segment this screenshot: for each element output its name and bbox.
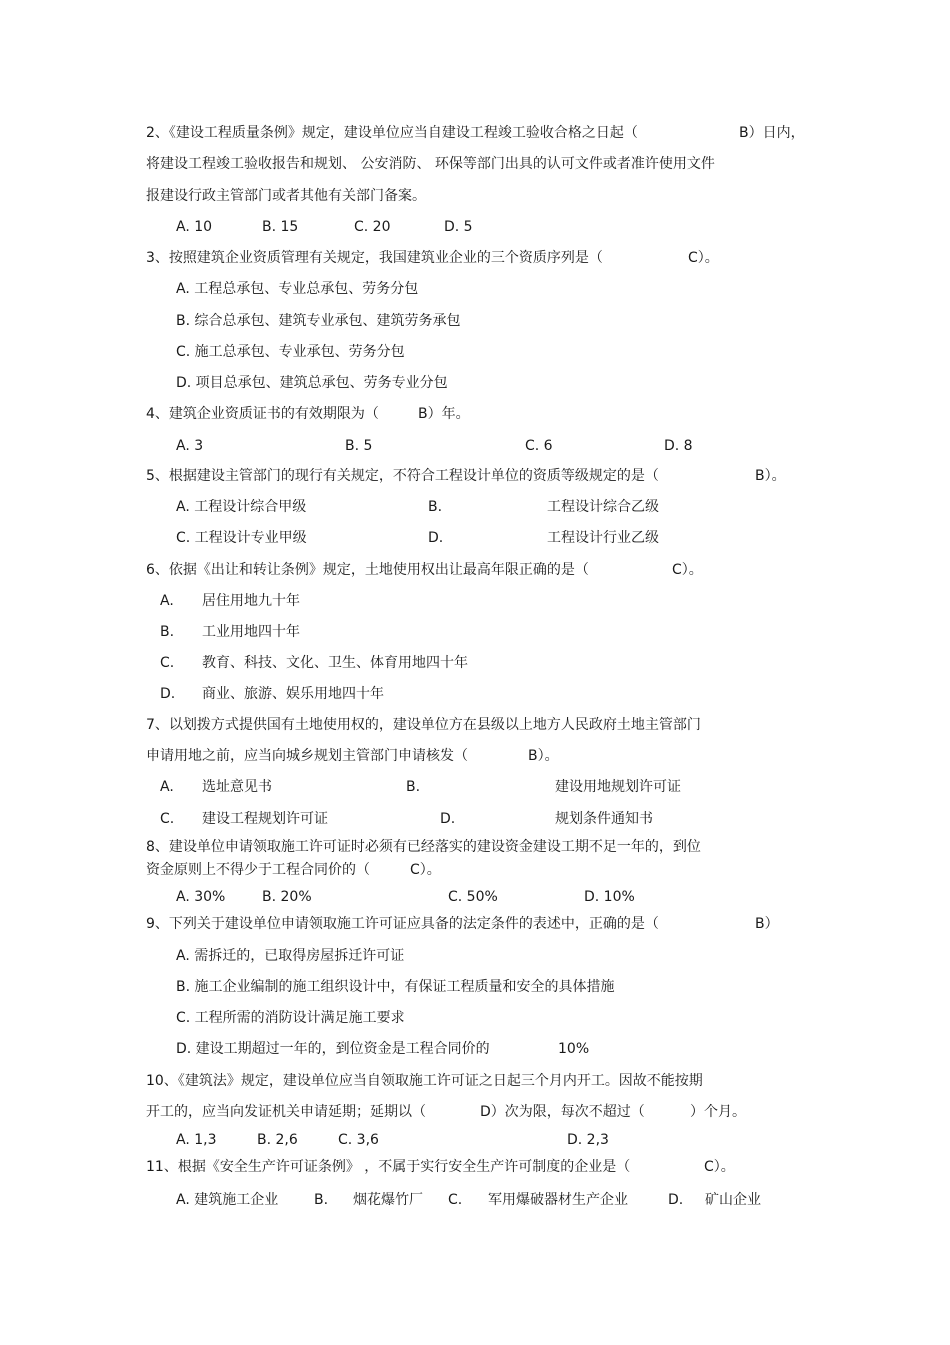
- q11-option-d-letter: D.: [668, 1192, 684, 1208]
- q11-option-a: A. 建筑施工企业: [176, 1192, 279, 1208]
- q4-option-d: D. 8: [664, 438, 693, 454]
- q7-option-d-text: 规划条件通知书: [555, 811, 653, 827]
- q9-option-b: B. 施工企业编制的施工组织设计中，有保证工程质量和安全的具体措施: [176, 979, 615, 995]
- q6-option-b-text: 工业用地四十年: [202, 624, 300, 640]
- q5-option-d-text: 工程设计行业乙级: [547, 530, 659, 546]
- q2-stem-line3: 报建设行政主管部门或者其他有关部门备案。: [146, 188, 426, 204]
- q6-option-c-text: 教育、科技、文化、卫生、体育用地四十年: [202, 655, 468, 671]
- q10-option-a: A. 1,3: [176, 1132, 217, 1148]
- q7-stem-line1: 7、以划拨方式提供国有土地使用权的，建设单位方在县级以上地方人民政府土地主管部门: [146, 717, 701, 733]
- q9-stem: 9、下列关于建设单位申请领取施工许可证应具备的法定条件的表述中，正确的是（: [146, 916, 659, 932]
- q10-option-d: D. 2,3: [567, 1132, 609, 1148]
- q7-option-b-text: 建设用地规划许可证: [555, 779, 681, 795]
- q6-stem: 6、依据《出让和转让条例》规定，土地使用权出让最高年限正确的是（: [146, 562, 589, 578]
- q3-option-a: A. 工程总承包、专业总承包、劳务分包: [176, 281, 419, 297]
- q8-stem-line1: 8、建设单位申请领取施工许可证时必须有已经落实的建设资金建设工期不足一年的，到位: [146, 839, 701, 855]
- q10-answer: D）次为限，每次不超过（: [480, 1104, 645, 1120]
- q5-option-c: C. 工程设计专业甲级: [176, 530, 307, 546]
- q2-option-a: A. 10: [176, 219, 213, 235]
- q7-stem-line2: 申请用地之前，应当向城乡规划主管部门申请核发（: [146, 748, 468, 764]
- q6-option-b-letter: B.: [160, 624, 175, 640]
- q3-option-c: C. 施工总承包、专业承包、劳务分包: [176, 344, 405, 360]
- q3-answer: C）。: [688, 250, 719, 266]
- q4-stem: 4、建筑企业资质证书的有效期限为（: [146, 406, 379, 422]
- q8-stem-line2: 资金原则上不得少于工程合同价的（: [146, 862, 370, 878]
- q4-option-a: A. 3: [176, 438, 204, 454]
- q2-stem-line1: 2、《建设工程质量条例》规定，建设单位应当自建设工程竣工验收合格之日起（: [146, 125, 638, 141]
- q4-answer: B）年。: [418, 406, 470, 422]
- q6-option-d-letter: D.: [160, 686, 176, 702]
- q3-option-b: B. 综合总承包、建筑专业承包、建筑劳务承包: [176, 313, 461, 329]
- q5-option-b-letter: B.: [428, 499, 443, 515]
- q6-option-d-text: 商业、旅游、娱乐用地四十年: [202, 686, 384, 702]
- q11-option-b-text: 烟花爆竹厂: [353, 1192, 423, 1208]
- q6-option-a-letter: A.: [160, 593, 174, 609]
- q2-option-d: D. 5: [444, 219, 473, 235]
- q2-stem-line2: 将建设工程竣工验收报告和规划、 公安消防、 环保等部门出具的认可文件或者准许使用文件: [146, 156, 715, 172]
- q8-option-c: C. 50%: [448, 889, 498, 905]
- q10-option-c: C. 3,6: [338, 1132, 379, 1148]
- q7-option-d-letter: D.: [440, 811, 456, 827]
- q5-option-b-text: 工程设计综合乙级: [547, 499, 659, 515]
- q11-option-c-text: 军用爆破器材生产企业: [488, 1192, 628, 1208]
- q11-option-d-text: 矿山企业: [705, 1192, 761, 1208]
- q8-option-b: B. 20%: [262, 889, 312, 905]
- q6-answer: C）。: [672, 562, 703, 578]
- q7-option-a-text: 选址意见书: [202, 779, 272, 795]
- q11-option-c-letter: C.: [448, 1192, 463, 1208]
- q5-option-a: A. 工程设计综合甲级: [176, 499, 307, 515]
- q7-answer: B）。: [528, 748, 559, 764]
- q10-stem-line1: 10、《建筑法》规定，建设单位应当自领取施工许可证之日起三个月内开工。因故不能按期: [146, 1073, 703, 1089]
- q6-option-c-letter: C.: [160, 655, 175, 671]
- q8-option-a: A. 30%: [176, 889, 226, 905]
- q9-option-d: D. 建设工期超过一年的，到位资金是工程合同价的: [176, 1041, 490, 1057]
- q11-stem: 11、根据《安全生产许可证条例》 ，不属于实行安全生产许可制度的企业是（: [146, 1159, 631, 1175]
- q10-option-b: B. 2,6: [257, 1132, 298, 1148]
- q10-stem-line2b: ）个月。: [690, 1104, 746, 1120]
- q7-option-c-text: 建设工程规划许可证: [202, 811, 328, 827]
- q4-option-b: B. 5: [345, 438, 373, 454]
- q5-option-d-letter: D.: [428, 530, 444, 546]
- q5-stem: 5、根据建设主管部门的现行有关规定，不符合工程设计单位的资质等级规定的是（: [146, 468, 659, 484]
- q2-answer: B）日内，: [739, 125, 805, 141]
- q3-option-d: D. 项目总承包、建筑总承包、劳务专业分包: [176, 375, 448, 391]
- q11-option-b-letter: B.: [314, 1192, 329, 1208]
- q8-answer: C）。: [410, 862, 441, 878]
- q3-stem: 3、按照建筑企业资质管理有关规定，我国建筑业企业的三个资质序列是（: [146, 250, 603, 266]
- q9-option-c: C. 工程所需的消防设计满足施工要求: [176, 1010, 405, 1026]
- q7-option-b-letter: B.: [406, 779, 421, 795]
- q10-stem-line2a: 开工的，应当向发证机关申请延期；延期以（: [146, 1104, 426, 1120]
- q9-answer: B）: [755, 916, 779, 932]
- q9-option-a: A. 需拆迁的，已取得房屋拆迁许可证: [176, 948, 405, 964]
- q6-option-a-text: 居住用地九十年: [202, 593, 300, 609]
- q8-option-d: D. 10%: [584, 889, 635, 905]
- q7-option-a-letter: A.: [160, 779, 174, 795]
- q2-option-b: B. 15: [262, 219, 299, 235]
- q7-option-c-letter: C.: [160, 811, 175, 827]
- q5-answer: B）。: [755, 468, 786, 484]
- q11-answer: C）。: [704, 1159, 735, 1175]
- q9-option-d-value: 10%: [558, 1041, 590, 1057]
- q4-option-c: C. 6: [525, 438, 553, 454]
- q2-option-c: C. 20: [354, 219, 391, 235]
